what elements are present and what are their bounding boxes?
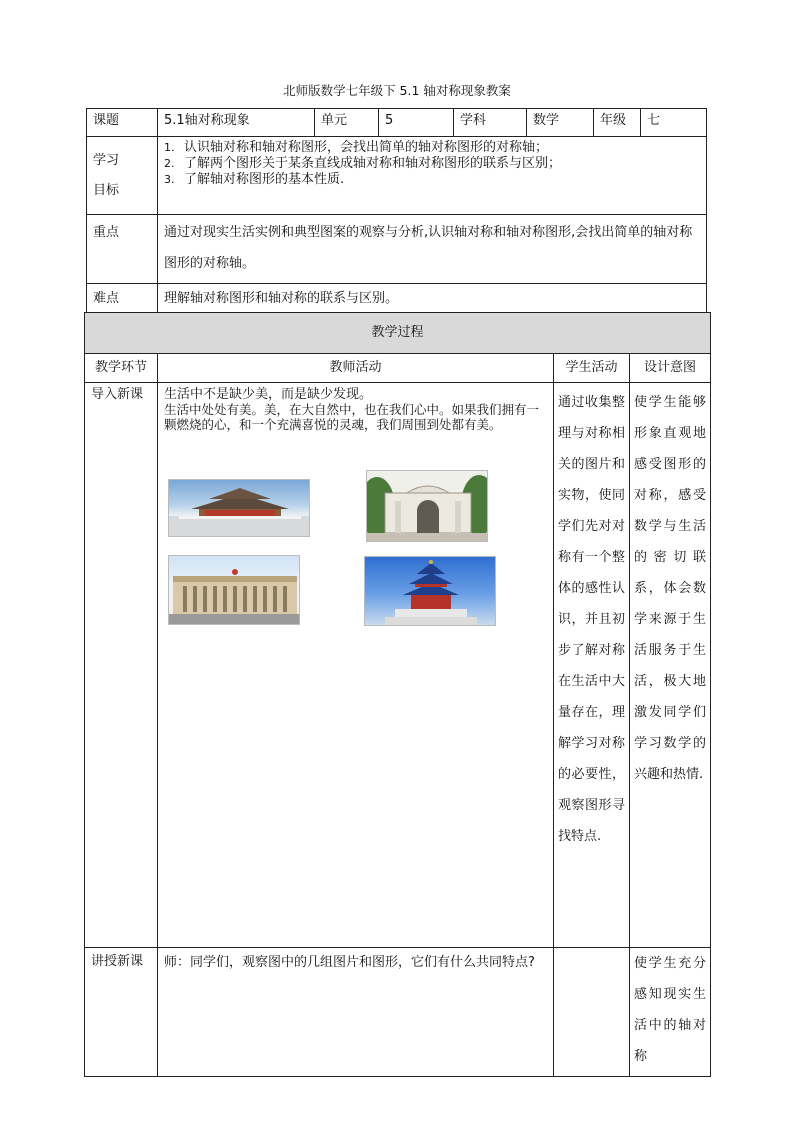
lesson-info-table [86, 108, 707, 314]
tsinghua-gate-image [366, 470, 488, 542]
goal-number: 1. [164, 141, 175, 154]
gate-illustration [367, 471, 488, 542]
great-hall-illustration [169, 556, 300, 625]
label-goals-line1: 学习 [93, 152, 120, 168]
teaching-process-table [84, 312, 711, 1077]
goal-text: 了解轴对称图形的基本性质. [184, 172, 345, 187]
header-student: 学生活动 [554, 354, 630, 383]
palace-image [168, 479, 310, 537]
temple-illustration [365, 557, 496, 626]
goal-text: 认识轴对称和轴对称图形，会找出简单的轴对称图形的对称轴； [184, 140, 549, 155]
teacher-activity-intro [158, 383, 554, 948]
value-grade: 七 [641, 109, 707, 137]
label-topic: 课题 [87, 109, 158, 137]
great-hall-image [168, 555, 300, 625]
label-grade: 年级 [594, 109, 641, 137]
label-unit: 单元 [315, 109, 379, 137]
label-goals [87, 137, 158, 215]
goal-item [164, 140, 700, 156]
label-key-point: 重点 [87, 215, 158, 284]
value-subject: 数学 [527, 109, 594, 137]
goal-number: 3. [164, 173, 175, 186]
goals-cell [158, 137, 707, 215]
difficulty-text: 理解轴对称图形和轴对称的联系与区别。 [158, 284, 707, 314]
palace-illustration [169, 480, 310, 537]
design-intent-intro: 使学生能够形象直观地感受图形的对称，感受数学与生活的密切联系，体会数学来源于生活服务于生活，极大地激发同学们学习数学的兴趣和热情. [630, 383, 711, 948]
temple-of-heaven-image [364, 556, 496, 626]
stage-intro: 导入新课 [85, 383, 158, 948]
header-teacher: 教师活动 [158, 354, 554, 383]
goals-list [164, 140, 700, 188]
design-intent-new: 使学生充分感知现实生活中的轴对称 [630, 948, 711, 1077]
goal-text: 了解两个图形关于某条直线成轴对称和轴对称图形的联系与区别； [184, 156, 562, 171]
teacher-activity-new: 师：同学们，观察图中的几组图片和图形，它们有什么共同特点? [158, 948, 554, 1077]
label-goals-line2: 目标 [93, 182, 120, 198]
document-title: 北师版数学七年级下 5.1 轴对称现象教案 [283, 83, 511, 98]
label-difficulty: 难点 [87, 284, 158, 314]
process-band-title: 教学过程 [85, 313, 711, 354]
teacher-line-1: 生活中不是缺少美，而是缺少发现。 [164, 387, 373, 402]
goal-number: 2. [164, 157, 175, 170]
student-activity-intro: 通过收集整理与对称相关的图片和实物，使同学们先对对称有一个整体的感性认识，并且初步了解对称在生活中大量存在，理解学习对称的必要性，观察图形寻找特点. [554, 383, 630, 948]
teacher-line-2: 生活中处处有美。美，在大自然中，也在我们心中。如果我们拥有一颗燃烧的心，和一个充满喜悦的灵魂，我们周围到处都有美。 [164, 402, 540, 432]
header-stage: 教学环节 [85, 354, 158, 383]
stage-new-lesson: 讲授新课 [85, 948, 158, 1077]
header-intent: 设计意图 [630, 354, 711, 383]
value-unit: 5 [379, 109, 454, 137]
label-subject: 学科 [454, 109, 527, 137]
goal-item [164, 156, 700, 172]
value-topic: 5.1轴对称现象 [158, 109, 315, 137]
student-activity-new [554, 948, 630, 1077]
key-point-text: 通过对现实生活实例和典型图案的观察与分析,认识轴对称和轴对称图形,会找出简单的轴对称图形的对称轴。 [158, 215, 707, 284]
goal-item [164, 172, 700, 188]
